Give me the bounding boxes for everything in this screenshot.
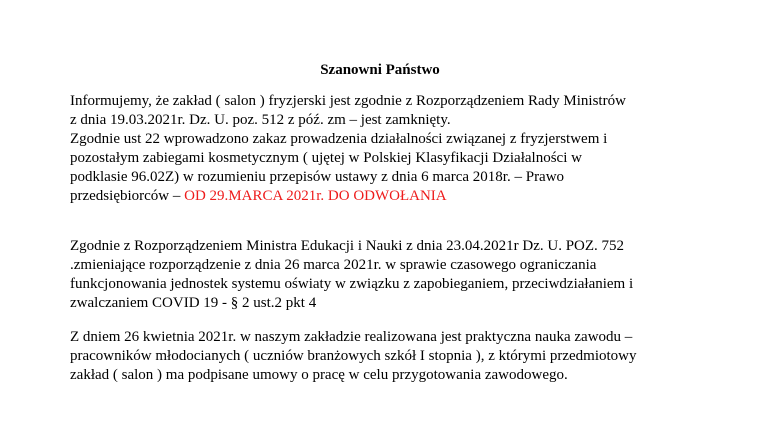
text-line: funkcjonowania jednostek systemu oświaty w związku z zapobieganiem, przeciwdziałaniem i	[70, 276, 634, 292]
text-line: Zgodnie ust 22 wprowadzono zakaz prowadzenia działalności związanej z fryzjerstwem i	[70, 131, 608, 147]
text-line: .zmieniające rozporządzenie z dnia 26 marca 2021r. w sprawie czasowego ograniczania	[70, 257, 597, 273]
text-line: z dnia 19.03.2021r. Dz. U. poz. 512 z póź. zm – jest zamknięty.	[70, 112, 451, 128]
text-line: Informujemy, że zakład ( salon ) fryzjerski jest zgodnie z Rozporządzeniem Rady Ministrów	[70, 93, 626, 109]
text-line: Z dniem 26 kwietnia 2021r. w naszym zakładzie realizowana jest praktyczna nauka zawodu –	[70, 329, 633, 345]
closure-period-highlight: OD 29.MARCA 2021r. DO ODWOŁANIA	[184, 188, 447, 204]
text-line	[70, 187, 680, 206]
document-heading: Szanowni Państwo	[320, 62, 440, 78]
text-line: zwalczaniem COVID 19 - § 2 ust.2 pkt 4	[70, 295, 317, 311]
text-line: pracowników młodocianych ( uczniów branżowych szkół I stopnia ), z którymi przedmiotowy	[70, 348, 637, 364]
text-line: podklasie 96.02Z) w rozumieniu przepisów ustawy z dnia 6 marca 2018r. – Prawo	[70, 169, 565, 185]
text-line: zakład ( salon ) ma podpisane umowy o pracę w celu przygotowania zawodowego.	[70, 367, 568, 383]
text-line: pozostałym zabiegami kosmetycznym ( ujętej w Polskiej Klasyfikacji Działalności w	[70, 150, 582, 166]
paragraph-regulation	[70, 237, 680, 313]
paragraph-salon-closure	[70, 92, 680, 206]
text-line: Zgodnie z Rozporządzeniem Ministra Edukacji i Nauki z dnia 23.04.2021r Dz. U. POZ. 752	[70, 238, 625, 254]
paragraph-vocational-training	[70, 328, 680, 385]
text-line-prefix: przedsiębiorców –	[70, 188, 185, 204]
